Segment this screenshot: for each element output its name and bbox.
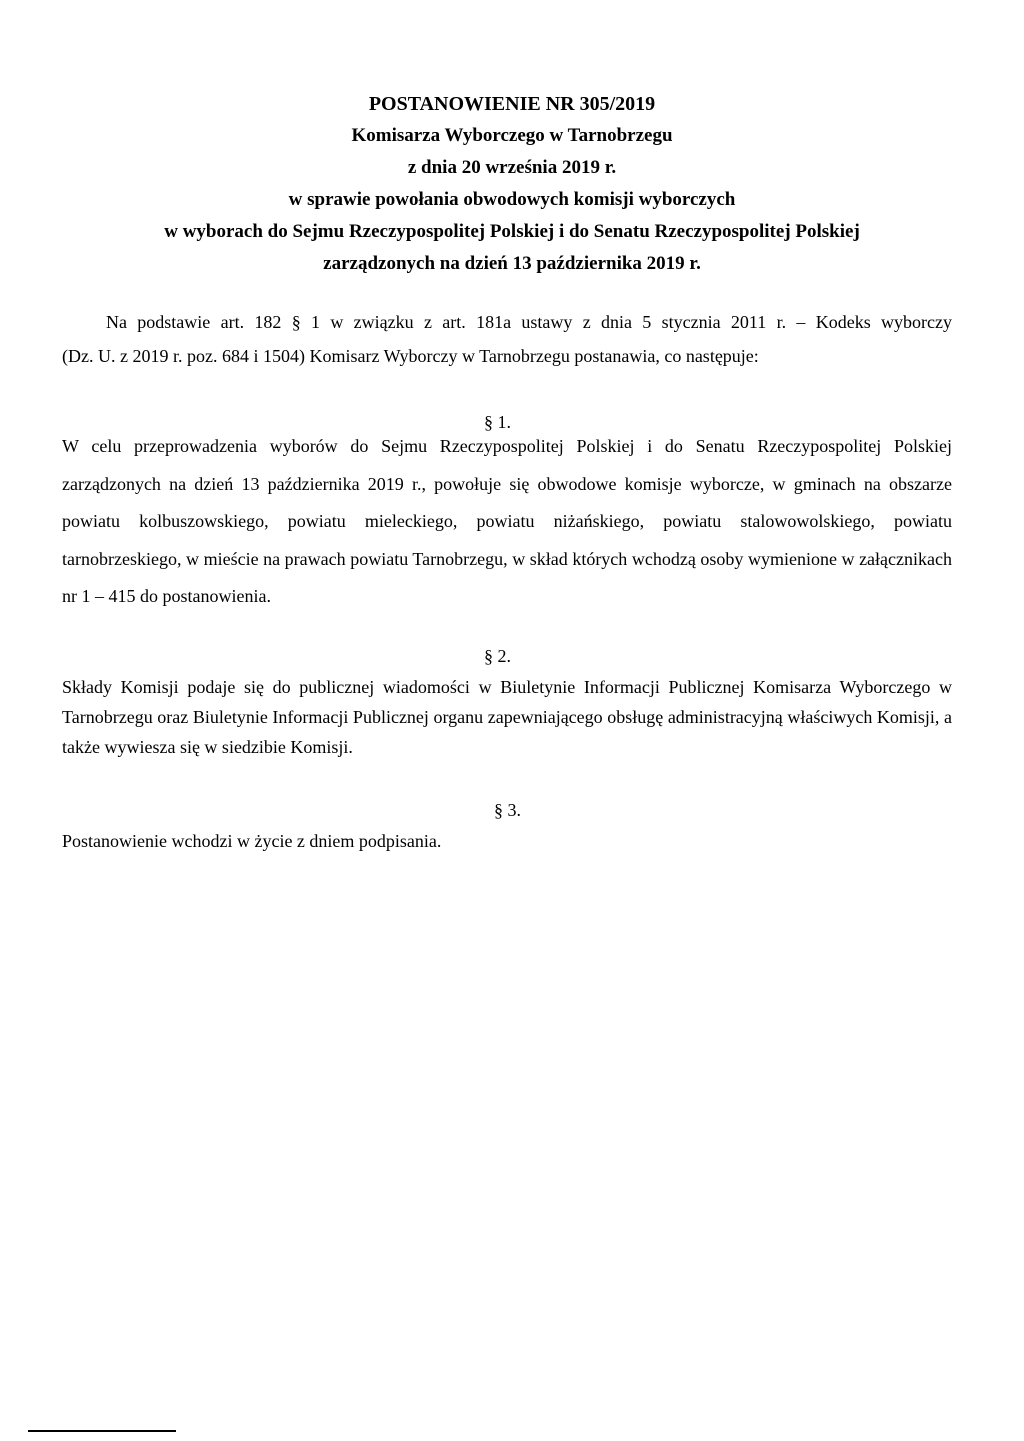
issuing-authority: Komisarza Wyborczego w Tarnobrzegu: [351, 125, 673, 146]
document-title: POSTANOWIENIE NR 305/2019: [368, 93, 656, 115]
footer-rule: [28, 1430, 176, 1432]
section-1-text: W celu przeprowadzenia wyborów do Sejmu Rzeczypospolitej Polskiej i do Senatu Rzeczypospolitej Polskiej zarządzonych na dzień 13 października 2019 r., powołuje się obwodowe komisje wyborcze, w gminach na obszarze powiatu kolbuszowskiego, powiatu mieleckiego, powiatu niżańskiego, powiatu stalowowolskiego, powiatu tarnobrzeskiego, w mieście na prawach powiatu Tarnobrzegu, w skład których wchodzą osoby wymienione w załącznikach nr 1 – 415 do postanowienia.: [62, 436, 952, 606]
section-1-heading: § 1.: [484, 412, 511, 432]
section-3-heading: § 3.: [494, 800, 521, 820]
section-2-heading: § 2.: [484, 646, 511, 666]
document-header: [0, 88, 1024, 280]
legal-basis-paragraph: [62, 305, 952, 373]
legal-basis-line-2: (Dz. U. z 2019 r. poz. 684 i 1504) Komisarz Wyborczy w Tarnobrzegu postanawia, co następuje:: [62, 346, 759, 366]
document-subject-line-1: w sprawie powołania obwodowych komisji wyborczych: [288, 189, 736, 210]
legal-basis-line-1: Na podstawie art. 182 § 1 w związku z art. 181a ustawy z dnia 5 stycznia 2011 r. – Kodeks wyborczy: [106, 312, 952, 332]
document-subject-line-3: zarządzonych na dzień 13 października 2019 r.: [323, 253, 701, 274]
section-3-text: Postanowienie wchodzi w życie z dniem podpisania.: [62, 831, 442, 851]
document-subject-line-2: w wyborach do Sejmu Rzeczypospolitej Polskiej i do Senatu Rzeczypospolitej Polskiej: [164, 221, 860, 242]
document-date: z dnia 20 września 2019 r.: [407, 157, 617, 178]
section-2-text: Składy Komisji podaje się do publicznej wiadomości w Biuletynie Informacji Publicznej Komisarza Wyborczego w Tarnobrzegu oraz Biuletynie Informacji Publicznej organu zapewniającego obsługę administracyjną właściwych Komisji, a także wywiesza się w siedzibie Komisji.: [62, 677, 952, 757]
